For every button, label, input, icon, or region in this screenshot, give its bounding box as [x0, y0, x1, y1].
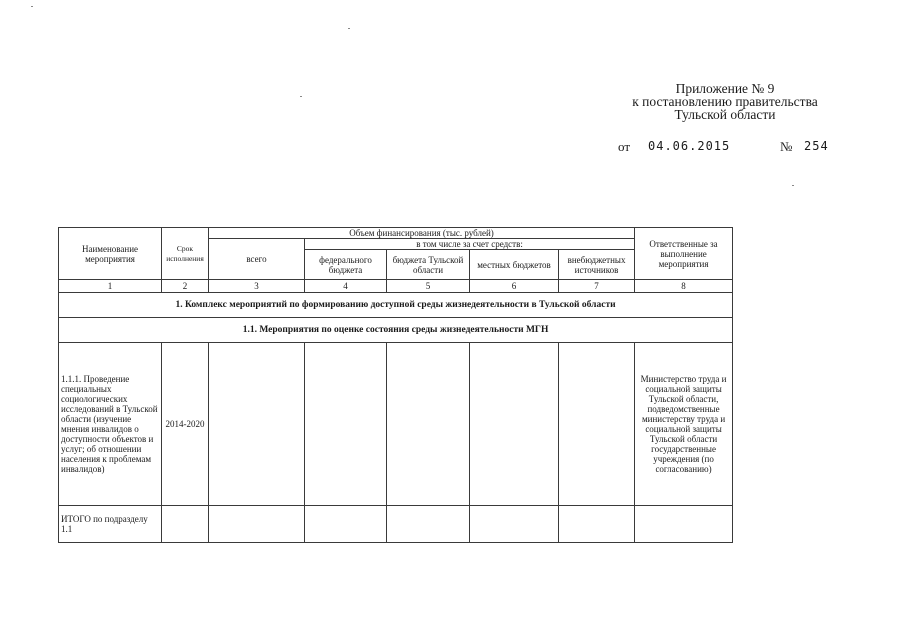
total-local: [470, 506, 559, 543]
appendix-title: Приложение № 9: [675, 81, 775, 96]
col-header-extra: внебюджетных источников: [559, 250, 635, 280]
subsection-title: 1.1. Мероприятия по оценке состояния среды жизнедеятельности МГН: [59, 318, 733, 343]
scan-speck: [348, 28, 350, 29]
col-header-total: всего: [209, 239, 305, 280]
col-number: 1: [59, 280, 162, 293]
total-federal: [305, 506, 387, 543]
item-responsible: Министерство труда и социальной защиты Тульской области, подведомственные министерству труда и социальной защиты Тульской области государственные учреждения (по согласованию): [635, 343, 733, 506]
document-dateline: [618, 139, 833, 155]
document-date: 04.06.2015: [648, 139, 731, 153]
col-number: 4: [305, 280, 387, 293]
item-local: [470, 343, 559, 506]
item-term: 2014-2020: [162, 343, 209, 506]
col-number: 2: [162, 280, 209, 293]
col-number: 3: [209, 280, 305, 293]
item-federal: [305, 343, 387, 506]
document-number: 254: [804, 139, 829, 153]
scan-speck: [31, 6, 33, 7]
appendix-resolution-line: к постановлению правительства: [632, 94, 818, 109]
total-regional: [387, 506, 470, 543]
col-header-term: Срок исполнения: [162, 228, 209, 280]
item-total: [209, 343, 305, 506]
col-header-responsible: Ответственные за выполнение мероприятия: [635, 228, 733, 280]
item-extra: [559, 343, 635, 506]
funding-header: Объем финансирования (тыс. рублей): [209, 228, 635, 239]
item-regional: [387, 343, 470, 506]
appendix-header: [600, 82, 850, 121]
number-label: №: [780, 139, 793, 154]
table-row: [59, 506, 733, 543]
col-header-name: Наименование мероприятия: [59, 228, 162, 280]
col-number: 8: [635, 280, 733, 293]
table-row: [59, 343, 733, 506]
scan-speck: [300, 96, 302, 97]
including-header: в том числе за счет средств:: [305, 239, 635, 250]
scan-speck: [792, 185, 794, 186]
col-header-local: местных бюджетов: [470, 250, 559, 280]
col-header-regional: бюджета Тульской области: [387, 250, 470, 280]
col-header-federal: федерального бюджета: [305, 250, 387, 280]
col-number: 5: [387, 280, 470, 293]
col-number: 6: [470, 280, 559, 293]
section-title: 1. Комплекс мероприятий по формированию доступной среды жизнедеятельности в Тульской области: [59, 293, 733, 318]
funding-table: [58, 227, 733, 543]
total-label: ИТОГО по подразделу 1.1: [59, 506, 162, 543]
total-sum: [209, 506, 305, 543]
date-from-label: от: [618, 139, 631, 154]
appendix-region-line: Тульской области: [674, 107, 776, 122]
total-extra: [559, 506, 635, 543]
item-name: 1.1.1. Проведение специальных социологических исследований в Тульской области (изучение мнения инвалидов о доступности объектов и услуг; об отношении населения к проблемам инвалидов): [59, 343, 162, 506]
total-responsible: [635, 506, 733, 543]
col-number: 7: [559, 280, 635, 293]
total-term: [162, 506, 209, 543]
